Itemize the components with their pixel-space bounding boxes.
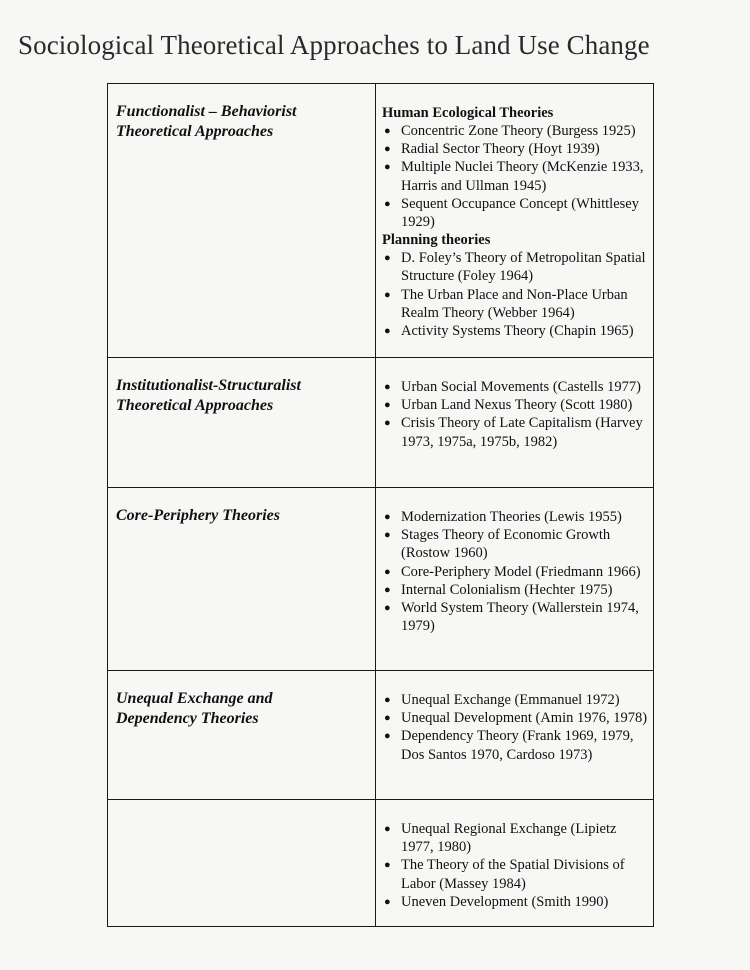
theory-text: Uneven Development (Smith 1990) (401, 893, 609, 910)
bullet-icon: ● (384, 712, 391, 725)
bullet-icon: ● (384, 288, 391, 301)
theory-text: Dependency Theory (Frank 1969, 1979, Dos Santos 1970, Cardoso 1973) (401, 728, 634, 763)
list-item (382, 893, 649, 911)
group-heading: Human Ecological Theories (382, 105, 554, 121)
list-item (382, 581, 649, 599)
theory-text: D. Foley’s Theory of Metropolitan Spatial Structure (Foley 1964) (401, 250, 646, 285)
category-cell (108, 358, 376, 487)
bullet-icon: ● (384, 823, 391, 835)
theory-list (382, 122, 649, 231)
theory-text: The Theory of the Spatial Divisions of Labor (Massey 1984) (401, 857, 625, 892)
theory-list (382, 378, 649, 451)
list-item (382, 249, 649, 285)
page-title: Sociological Theoretical Approaches to Land Use Change (18, 30, 650, 60)
bullet-icon: ● (384, 197, 391, 210)
list-item (382, 508, 649, 526)
list-item (382, 378, 649, 396)
bullet-icon: ● (384, 325, 391, 338)
bullet-icon: ● (384, 125, 391, 137)
list-item (382, 122, 649, 140)
theory-list (382, 249, 649, 340)
category-label: Functionalist – Behaviorist Theoretical Approaches (116, 103, 297, 140)
bullet-icon: ● (384, 399, 391, 412)
theories-cell (376, 84, 653, 357)
list-item (382, 195, 649, 231)
list-item (382, 709, 649, 727)
table-row (108, 800, 653, 926)
theory-table (107, 83, 654, 927)
theory-text: Internal Colonialism (Hechter 1975) (401, 581, 613, 598)
table-row (108, 358, 653, 488)
list-item (382, 140, 649, 158)
theory-text: Unequal Exchange (Emmanuel 1972) (401, 692, 620, 708)
theory-text: The Urban Place and Non-Place Urban Realm Theory (Webber 1964) (401, 286, 628, 321)
bullet-icon: ● (384, 895, 391, 908)
bullet-icon: ● (384, 583, 391, 596)
table-row (108, 84, 653, 358)
theories-cell (376, 800, 653, 926)
list-item (382, 820, 649, 856)
bullet-icon: ● (384, 252, 391, 265)
category-label: Core-Periphery Theories (116, 507, 280, 524)
bullet-icon: ● (384, 511, 391, 523)
bullet-icon: ● (384, 859, 391, 872)
bullet-icon: ● (384, 161, 391, 174)
list-item (382, 727, 649, 763)
bullet-icon: ● (384, 694, 391, 706)
category-cell (108, 671, 376, 799)
category-label: Unequal Exchange and Dependency Theories (116, 690, 273, 727)
category-cell (108, 488, 376, 670)
bullet-icon: ● (384, 602, 391, 615)
bullet-icon: ● (384, 381, 391, 393)
theory-list (382, 820, 649, 911)
list-item (382, 158, 649, 194)
bullet-icon: ● (384, 417, 391, 430)
theory-text: Concentric Zone Theory (Burgess 1925) (401, 123, 636, 139)
theories-cell (376, 488, 653, 670)
list-item (382, 526, 649, 562)
theory-list (382, 691, 649, 764)
theories-cell (376, 671, 653, 799)
list-item (382, 286, 649, 322)
table-row (108, 488, 653, 671)
theory-text: Urban Land Nexus Theory (Scott 1980) (401, 397, 633, 414)
theory-text: Multiple Nuclei Theory (McKenzie 1933, Harris and Ullman 1945) (401, 159, 644, 194)
theory-text: Modernization Theories (Lewis 1955) (401, 509, 622, 525)
bullet-icon: ● (384, 730, 391, 743)
bullet-icon: ● (384, 529, 391, 542)
theory-list (382, 508, 649, 635)
theory-text: Activity Systems Theory (Chapin 1965) (401, 323, 634, 340)
table-row (108, 671, 653, 800)
theory-text: Stages Theory of Economic Growth (Rostow 1960) (401, 527, 611, 562)
theories-cell (376, 358, 653, 487)
list-item (382, 396, 649, 414)
category-cell (108, 84, 376, 357)
theory-text: Sequent Occupance Concept (Whittlesey 1929) (401, 195, 639, 231)
category-label: Institutionalist-Structuralist Theoretical Approaches (116, 377, 301, 414)
theory-text: World System Theory (Wallerstein 1974, 1979) (401, 600, 639, 635)
bullet-icon: ● (384, 565, 391, 578)
list-item (382, 856, 649, 892)
bullet-icon: ● (384, 143, 391, 156)
category-cell (108, 800, 376, 926)
list-item (382, 414, 649, 450)
group-heading: Planning theories (382, 232, 491, 249)
list-item (382, 691, 649, 709)
theory-text: Unequal Regional Exchange (Lipietz 1977, 1980) (401, 821, 617, 856)
list-item (382, 599, 649, 635)
list-item (382, 563, 649, 581)
theory-text: Core-Periphery Model (Friedmann 1966) (401, 563, 641, 580)
theory-text: Unequal Development (Amin 1976, 1978) (401, 710, 648, 727)
theory-text: Radial Sector Theory (Hoyt 1939) (401, 141, 600, 158)
theory-text: Crisis Theory of Late Capitalism (Harvey 1973, 1975a, 1975b, 1982) (401, 415, 643, 450)
list-item (382, 322, 649, 340)
theory-text: Urban Social Movements (Castells 1977) (401, 379, 642, 395)
